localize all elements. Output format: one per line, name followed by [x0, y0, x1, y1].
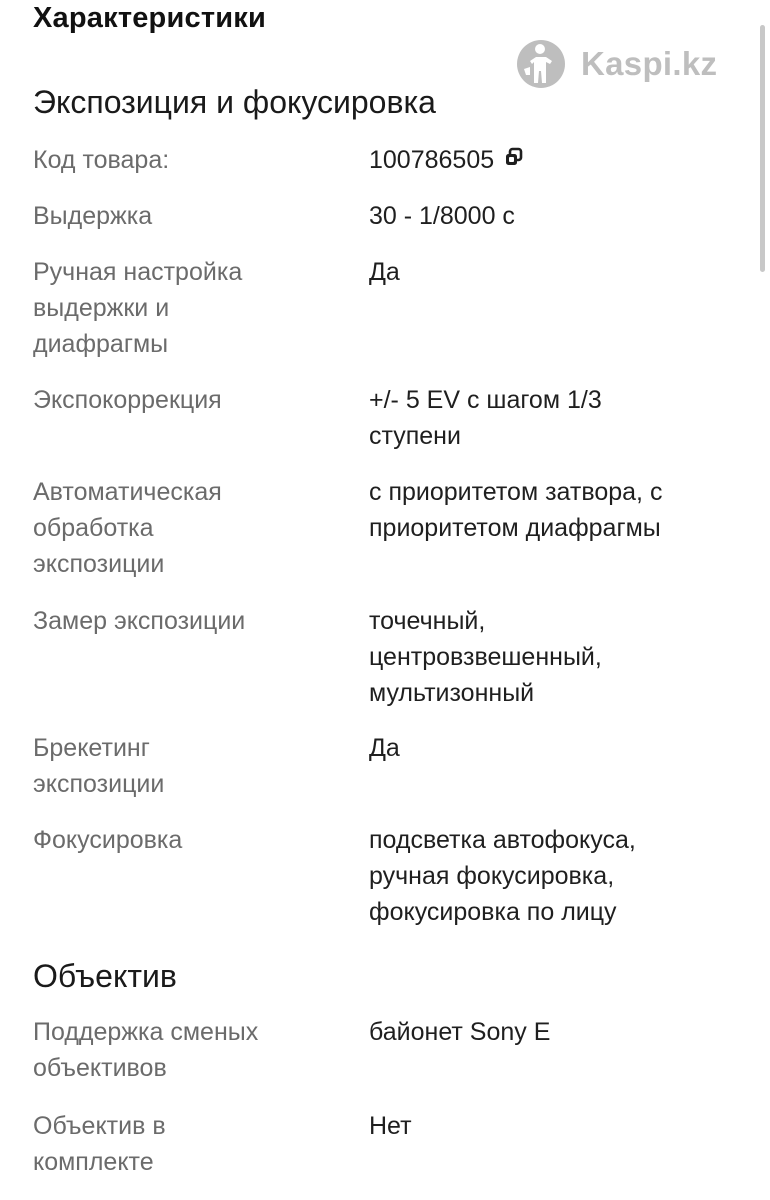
spec-label: Брекетинг экспозиции	[33, 734, 165, 798]
watermark-text: Kaspi.kz	[581, 45, 718, 82]
copy-icon[interactable]	[504, 141, 524, 177]
spec-label: Выдержка	[33, 202, 153, 230]
spec-value	[369, 142, 739, 178]
spec-value: +/- 5 EV с шагом 1/3 ступени	[369, 386, 602, 450]
kaspi-logo-icon	[516, 39, 566, 89]
spec-label: Автоматическая обработка экспозиции	[33, 478, 222, 578]
spec-value: с приоритетом затвора, с приоритетом диафрагмы	[369, 478, 663, 542]
spec-value: подсветка автофокуса, ручная фокусировка, фокусировка по лицу	[369, 826, 636, 926]
spec-label: Замер экспозиции	[33, 607, 246, 635]
spec-value: точечный, центровзвешенный, мультизонный	[369, 607, 602, 707]
spec-value: байонет Sony E	[369, 1018, 551, 1046]
spec-label: Объектив в комплекте	[33, 1112, 166, 1176]
section-title-exposure: Экспозиция и фокусировка	[33, 84, 436, 120]
spec-value: Да	[369, 734, 400, 762]
scrollbar[interactable]	[760, 25, 765, 272]
spec-value: 30 - 1/8000 с	[369, 202, 515, 230]
spec-label: Ручная настройка выдержки и диафрагмы	[33, 258, 243, 358]
spec-label: Фокусировка	[33, 826, 183, 854]
spec-value: Нет	[369, 1112, 412, 1140]
spec-label: Экспокоррекция	[33, 386, 222, 414]
kaspi-watermark	[516, 38, 740, 90]
spec-label: Поддержка сменых объективов	[33, 1018, 259, 1082]
product-code-value: 100786505	[369, 146, 495, 174]
section-title-lens: Объектив	[33, 958, 177, 994]
page-title: Характеристики	[33, 2, 267, 34]
spec-label: Код товара:	[33, 146, 170, 174]
spec-value: Да	[369, 258, 400, 286]
